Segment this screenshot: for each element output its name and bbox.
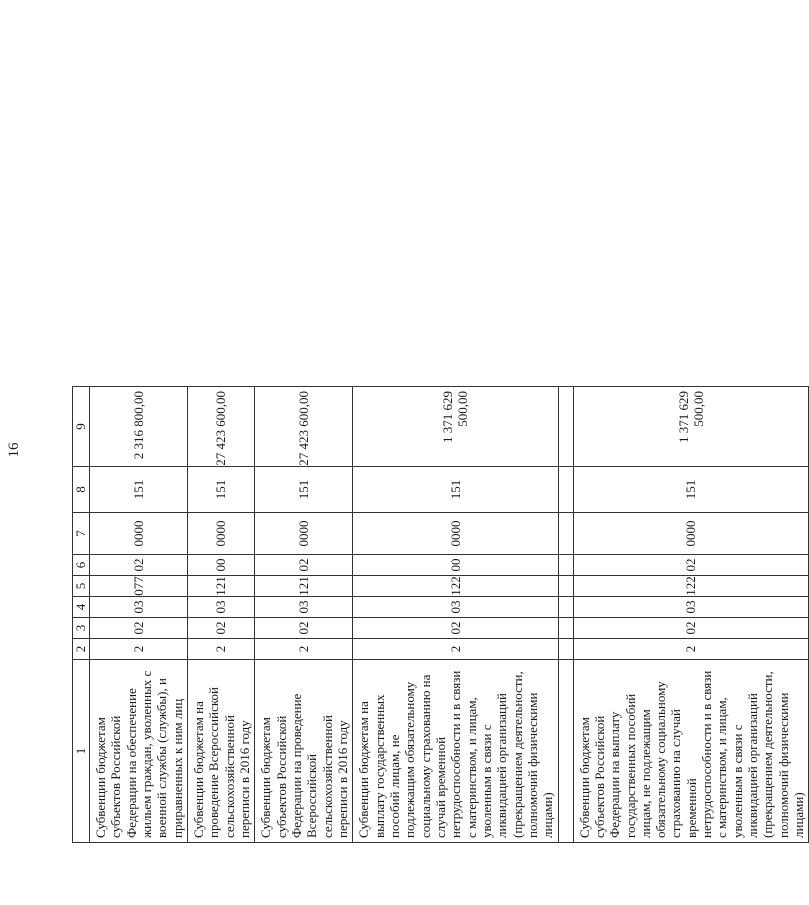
row-description: Субвенции бюджетам субъектов Российской Федерации на проведение Всероссийской сельскохозяйственной переписи в 2016 году bbox=[255, 660, 353, 843]
code-cell: 0000 bbox=[255, 513, 353, 555]
budget-table bbox=[72, 386, 809, 843]
code-cell: 121 bbox=[255, 576, 353, 597]
code-cell: 151 bbox=[573, 467, 809, 513]
code-cell: 02 bbox=[90, 618, 188, 639]
page-number: 16 bbox=[6, 442, 22, 458]
code-cell: 02 bbox=[255, 555, 353, 576]
row-description: Субвенции бюджетам субъектов Российской Федерации на выплату государственных пособий лицам, не подлежащим обязательному социальному страхованию на случай временной нетрудоспособности и в связи с материнством, и лицам, уволенным в связи с ликвидацией организаций (прекращением деятельности, полномочий физическими лицами) bbox=[573, 660, 809, 843]
code-cell: 077 bbox=[90, 576, 188, 597]
table-row bbox=[255, 387, 353, 843]
code-cell: 02 bbox=[573, 555, 809, 576]
code-cell: 151 bbox=[187, 467, 254, 513]
table-header-row bbox=[73, 387, 90, 843]
code-cell: 2 bbox=[187, 639, 254, 660]
code-cell: 02 bbox=[255, 618, 353, 639]
code-cell: 122 bbox=[353, 576, 558, 597]
amount-cell: 1 371 629 500,00 bbox=[573, 387, 809, 467]
code-cell: 03 bbox=[353, 597, 558, 618]
column-header: 2 bbox=[73, 639, 90, 660]
code-cell: 151 bbox=[255, 467, 353, 513]
amount-cell: 1 371 629 500,00 bbox=[353, 387, 558, 467]
code-cell: 00 bbox=[187, 555, 254, 576]
code-cell: 00 bbox=[353, 555, 558, 576]
row-description: Субвенции бюджетам субъектов Российской Федерации на обеспечение жильем граждан, уволенных с военной службы (службы), и приравненных к ним лиц bbox=[90, 660, 188, 843]
code-cell: 0000 bbox=[187, 513, 254, 555]
table-row bbox=[187, 387, 254, 843]
code-cell: 151 bbox=[90, 467, 188, 513]
column-header: 9 bbox=[73, 387, 90, 467]
column-header: 8 bbox=[73, 467, 90, 513]
code-cell: 151 bbox=[353, 467, 558, 513]
row-description: Субвенции бюджетам на проведение Всероссийской сельскохозяйственной переписи в 2016 году bbox=[187, 660, 254, 843]
column-header: 3 bbox=[73, 618, 90, 639]
code-cell: 02 bbox=[187, 618, 254, 639]
code-cell: 02 bbox=[90, 555, 188, 576]
code-cell: 2 bbox=[90, 639, 188, 660]
amount-cell: 2 316 800,00 bbox=[90, 387, 188, 467]
column-header: 1 bbox=[73, 660, 90, 843]
column-header: 4 bbox=[73, 597, 90, 618]
table-row bbox=[573, 387, 809, 843]
column-header: 7 bbox=[73, 513, 90, 555]
code-cell: 03 bbox=[255, 597, 353, 618]
column-header: 6 bbox=[73, 555, 90, 576]
amount-cell: 27 423 600,00 bbox=[255, 387, 353, 467]
code-cell: 0000 bbox=[573, 513, 809, 555]
code-cell: 03 bbox=[573, 597, 809, 618]
code-cell: 02 bbox=[353, 618, 558, 639]
spacer-row bbox=[558, 387, 573, 843]
code-cell: 121 bbox=[187, 576, 254, 597]
code-cell: 2 bbox=[255, 639, 353, 660]
table-row bbox=[90, 387, 188, 843]
code-cell: 03 bbox=[90, 597, 188, 618]
code-cell: 0000 bbox=[353, 513, 558, 555]
code-cell: 2 bbox=[573, 639, 809, 660]
code-cell: 03 bbox=[187, 597, 254, 618]
code-cell: 122 bbox=[573, 576, 809, 597]
column-header: 5 bbox=[73, 576, 90, 597]
code-cell: 2 bbox=[353, 639, 558, 660]
code-cell: 0000 bbox=[90, 513, 188, 555]
code-cell: 02 bbox=[573, 618, 809, 639]
row-description: Субвенции бюджетам на выплату государственных пособий лицам, не подлежащим обязательному социальному страхованию на случай временной нетрудоспособности и в связи с материнством, и лицам, уволенным в связи с ликвидацией организаций (прекращением деятельности, полномочий физическими лицами) bbox=[353, 660, 558, 843]
amount-cell: 27 423 600,00 bbox=[187, 387, 254, 467]
table-row bbox=[353, 387, 558, 843]
